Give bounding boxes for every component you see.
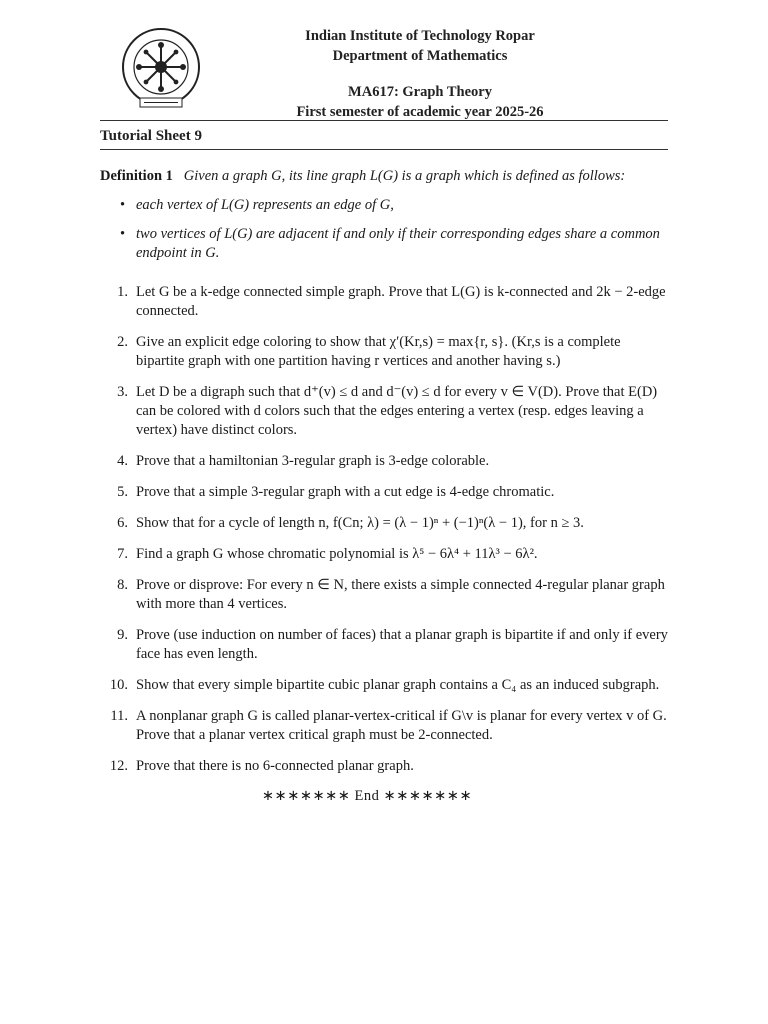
problem-text: A nonplanar graph G is called planar-vertex-critical if G\v is planar for every vertex v of G. Prove that a planar vertex critical graph must be 2-connected. bbox=[136, 708, 667, 743]
problem-text: Find a graph G whose chromatic polynomial is λ⁵ − 6λ⁴ + 11λ³ − 6λ². bbox=[136, 546, 538, 562]
problem-number: 3. bbox=[117, 384, 128, 400]
end-marker: ∗∗∗∗∗∗∗ End ∗∗∗∗∗∗∗ bbox=[261, 788, 473, 804]
definition-label: Definition 1 bbox=[100, 168, 173, 184]
problem-item bbox=[100, 514, 668, 533]
problem-item bbox=[100, 452, 668, 471]
definition-bullets bbox=[100, 196, 668, 263]
problem-text: Prove that a hamiltonian 3-regular graph is 3-edge colorable. bbox=[136, 453, 490, 469]
problem-number: 6. bbox=[117, 515, 128, 531]
course-title: MA617: Graph Theory bbox=[348, 84, 492, 100]
problem-text: Let D be a digraph such that d⁺(v) ≤ d and d⁻(v) ≤ d for every v ∈ V(D). Prove that E(D) can be colored with d colors such that the edges entering a vertex (resp. edges leaving a vertex) have distinct colors. bbox=[136, 384, 658, 438]
bullet-item bbox=[100, 196, 668, 215]
problem-number: 12. bbox=[109, 758, 128, 774]
bullet-text: two vertices of L(G) are adjacent if and only if their corresponding edges share a common endpoint in G. bbox=[136, 226, 660, 261]
problem-text: Show that for a cycle of length n, f(Cn; λ) = (λ − 1)ⁿ + (−1)ⁿ(λ − 1), for n ≥ 3. bbox=[136, 515, 584, 531]
problem-text: Prove or disprove: For every n ∈ N, there exists a simple connected 4-regular planar graph with more than 4 vertices. bbox=[136, 577, 665, 612]
bullet-text: each vertex of L(G) represents an edge of G, bbox=[136, 197, 394, 213]
bottom-rule bbox=[100, 149, 668, 150]
document-page bbox=[100, 22, 668, 805]
problem-text: Prove that a simple 3-regular graph with a cut edge is 4-edge chromatic. bbox=[136, 484, 555, 500]
problem-number: 9. bbox=[117, 627, 128, 643]
definition-text: Given a graph G, its line graph L(G) is a graph which is defined as follows: bbox=[183, 168, 626, 184]
problem-number: 4. bbox=[117, 453, 128, 469]
header-titles bbox=[250, 26, 590, 122]
department-name: Department of Mathematics bbox=[332, 48, 508, 64]
problem-item bbox=[100, 283, 668, 321]
problem-number: 2. bbox=[117, 334, 128, 350]
sheet-title: Tutorial Sheet 9 bbox=[100, 128, 202, 144]
problem-list bbox=[100, 283, 668, 776]
problem-item bbox=[100, 757, 668, 776]
problem-number: 5. bbox=[117, 484, 128, 500]
problem-number: 11. bbox=[110, 708, 128, 724]
problem-number: 8. bbox=[117, 577, 128, 593]
problem-number: 1. bbox=[117, 284, 128, 300]
problem-item bbox=[100, 707, 668, 745]
problem-text: Give an explicit edge coloring to show that χ′(Kr,s) = max{r, s}. (Kr,s is a complete bipartite graph with one partition having r vertices and another having s.) bbox=[136, 334, 621, 369]
bullet-item bbox=[100, 225, 668, 263]
bullet-dot-icon: • bbox=[120, 197, 126, 213]
problem-text: Prove that there is no 6-connected planar graph. bbox=[136, 758, 414, 774]
problem-item bbox=[100, 576, 668, 614]
bullet-dot-icon: • bbox=[120, 226, 126, 242]
problem-item bbox=[100, 545, 668, 564]
problem-text: Let G be a k-edge connected simple graph. Prove that L(G) is k-connected and 2k − 2-edge connected. bbox=[136, 284, 666, 319]
problem-number: 10. bbox=[109, 677, 128, 693]
semester-line: First semester of academic year 2025-26 bbox=[296, 104, 544, 120]
problem-item bbox=[100, 676, 668, 695]
definition-block bbox=[100, 167, 668, 186]
iit-ropar-logo bbox=[120, 26, 202, 110]
institute-name: Indian Institute of Technology Ropar bbox=[305, 28, 535, 44]
problem-item bbox=[100, 626, 668, 664]
problem-text: Prove (use induction on number of faces) that a planar graph is bipartite if and only if every face has even length. bbox=[136, 627, 668, 662]
document-header bbox=[100, 22, 668, 120]
problem-item bbox=[100, 383, 668, 440]
problem-text: Show that every simple bipartite cubic planar graph contains a C₄ as an induced subgraph. bbox=[136, 677, 660, 693]
problem-number: 7. bbox=[117, 546, 128, 562]
problem-item bbox=[100, 483, 668, 502]
problem-item bbox=[100, 333, 668, 371]
